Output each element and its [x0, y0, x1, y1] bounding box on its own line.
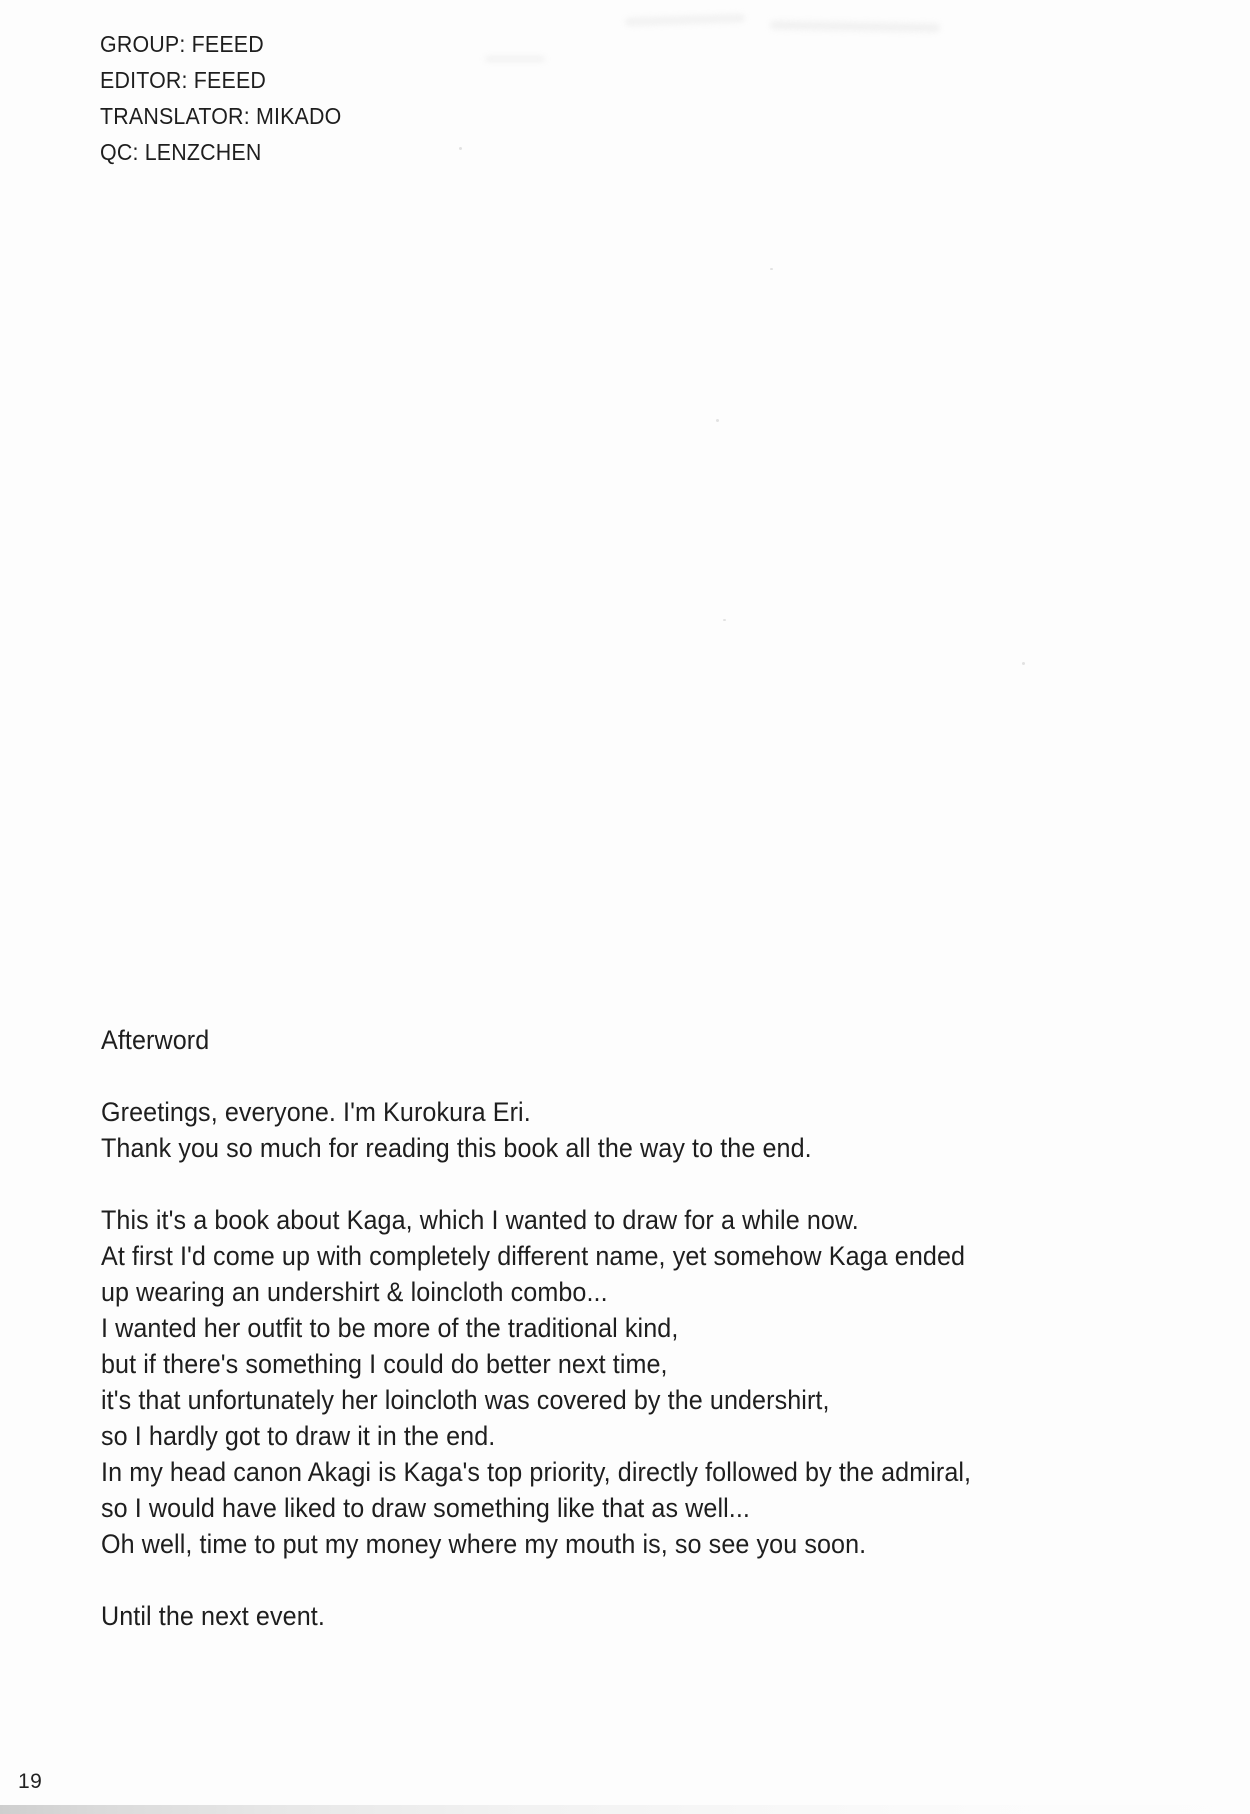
text-line: but if there's something I could do better next time, — [101, 1349, 668, 1379]
text-line: I wanted her outfit to be more of the traditional kind, — [101, 1313, 679, 1343]
afterword-section — [101, 1022, 1143, 1634]
scan-dust — [770, 268, 773, 270]
page-number: 19 — [18, 1770, 43, 1793]
text-line: Oh well, time to put my money where my mouth is, so see you soon. — [101, 1529, 867, 1559]
text-line: Thank you so much for reading this book all the way to the end. — [101, 1133, 812, 1163]
text-line: At first I'd come up with completely different name, yet somehow Kaga ended — [101, 1241, 966, 1271]
scan-artifact — [770, 21, 940, 33]
credits-block — [100, 30, 341, 174]
credit-line-qc: QC: LENZCHEN — [100, 139, 262, 165]
afterword-heading: Afterword — [101, 1025, 210, 1055]
text-line: Greetings, everyone. I'm Kurokura Eri. — [101, 1097, 531, 1127]
scan-artifact — [625, 14, 745, 26]
scan-artifact — [485, 56, 545, 62]
text-line: so I would have liked to draw something like that as well... — [101, 1493, 751, 1523]
credit-line-translator: TRANSLATOR: MIKADO — [100, 103, 342, 129]
text-line: Until the next event. — [101, 1601, 325, 1631]
credit-line-editor: EDITOR: FEEED — [100, 67, 267, 93]
text-line: In my head canon Akagi is Kaga's top priority, directly followed by the admiral, — [101, 1457, 972, 1487]
scan-dust — [1022, 662, 1025, 665]
text-line: up wearing an undershirt & loincloth combo... — [101, 1277, 608, 1307]
scan-dust — [459, 147, 462, 150]
afterword-paragraph-2 — [101, 1202, 1143, 1562]
afterword-paragraph-3 — [101, 1598, 1143, 1634]
text-line: This it's a book about Kaga, which I wanted to draw for a while now. — [101, 1205, 859, 1235]
scan-edge-shadow — [0, 1805, 1250, 1814]
credit-line-group: GROUP: FEEED — [100, 31, 264, 57]
text-line: so I hardly got to draw it in the end. — [101, 1421, 496, 1451]
scan-dust — [716, 419, 719, 422]
text-line: it's that unfortunately her loincloth was covered by the undershirt, — [101, 1385, 830, 1415]
scan-dust — [723, 619, 726, 621]
afterword-paragraph-1 — [101, 1094, 1143, 1166]
